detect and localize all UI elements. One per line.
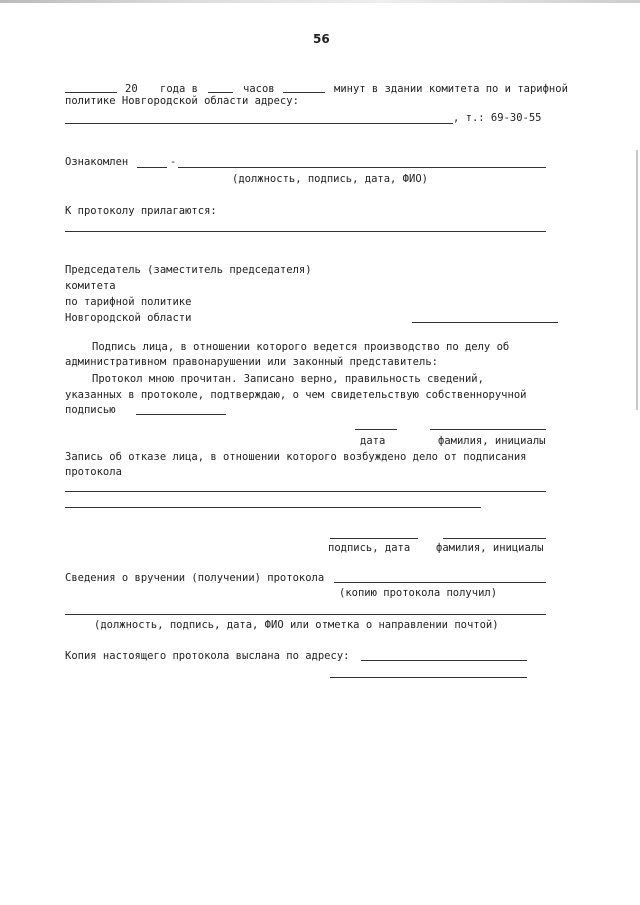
chairman-line-2: комитета [65, 280, 116, 292]
signature-line-2: административном правонарушении или законный представитель: [65, 356, 438, 368]
acquainted-label: Ознакомлен [65, 156, 129, 168]
delivery-label: Сведения о вручении (получении) протокола [65, 572, 325, 584]
attached-blank[interactable] [65, 231, 546, 232]
phone-text: , т.: 69-30-55 [453, 112, 542, 124]
refusal-line-2: протокола [65, 466, 122, 478]
refusal-blank-1[interactable] [65, 491, 546, 492]
minutes-text: минут в здании комитета по и тарифной [334, 83, 568, 95]
minutes-blank[interactable] [283, 92, 325, 93]
delivery-blank[interactable] [334, 582, 546, 583]
hours-word: часов [243, 83, 275, 95]
sig2-date-blank[interactable] [330, 538, 418, 539]
signature-line-4: указанных в протоколе, подтверждаю, о чем свидетельствую собственноручной [65, 389, 527, 401]
page-number: 56 [313, 32, 330, 46]
copy-sent-label: Копия настоящего протокола выслана по адресу: [65, 650, 350, 662]
sig-name-blank[interactable] [430, 429, 546, 430]
chairman-line-4: Новгородской области [65, 312, 192, 324]
sig-date-caption: дата [360, 435, 386, 447]
delivery-caption: (копию протокола получил) [339, 587, 498, 599]
sig-date-blank[interactable] [355, 429, 397, 430]
year-prefix: 20 [125, 83, 138, 95]
year-word: года в [160, 83, 198, 95]
sig2-name-caption: фамилия, инициалы [436, 542, 544, 554]
copy-address-blank-2[interactable] [330, 677, 527, 678]
handwritten-signature-blank[interactable] [136, 414, 226, 415]
chairman-line-1: Председатель (заместитель председателя) [65, 264, 312, 276]
position-caption: (должность, подпись, дата, ФИО или отметка о направлении почтой) [94, 619, 499, 631]
sig2-date-caption: подпись, дата [328, 542, 411, 554]
acquainted-blank[interactable] [178, 167, 546, 168]
attached-label: К протоколу прилагаются: [65, 205, 217, 217]
copy-address-blank-1[interactable] [361, 660, 527, 661]
signature-line-3: Протокол мною прочитан. Записано верно, правильность сведений, [92, 373, 484, 385]
position-blank[interactable] [65, 614, 546, 615]
acquainted-blank-short[interactable] [137, 167, 167, 168]
acquainted-dash: - [170, 156, 177, 168]
refusal-line-1: Запись об отказе лица, в отношении которого возбуждено дело от подписания [65, 451, 527, 463]
policy-address-text: политике Новгородской области адресу: [65, 95, 299, 107]
sig-name-caption: фамилия, инициалы [438, 435, 546, 447]
sig2-name-blank[interactable] [443, 538, 546, 539]
chairman-line-3: по тарифной политике [65, 296, 192, 308]
day-blank[interactable] [65, 92, 117, 93]
acquainted-caption: (должность, подпись, дата, ФИО) [232, 173, 428, 185]
address-blank[interactable] [65, 123, 453, 124]
chairman-signature-blank[interactable] [412, 322, 558, 323]
signature-line-1: Подпись лица, в отношении которого ведется производство по делу об [92, 341, 510, 353]
scan-artifact-top [0, 0, 640, 3]
refusal-blank-2[interactable] [65, 507, 481, 508]
hours-blank[interactable] [208, 92, 233, 93]
scan-artifact-edge [636, 150, 638, 410]
signature-line-5: подписью [65, 404, 116, 416]
